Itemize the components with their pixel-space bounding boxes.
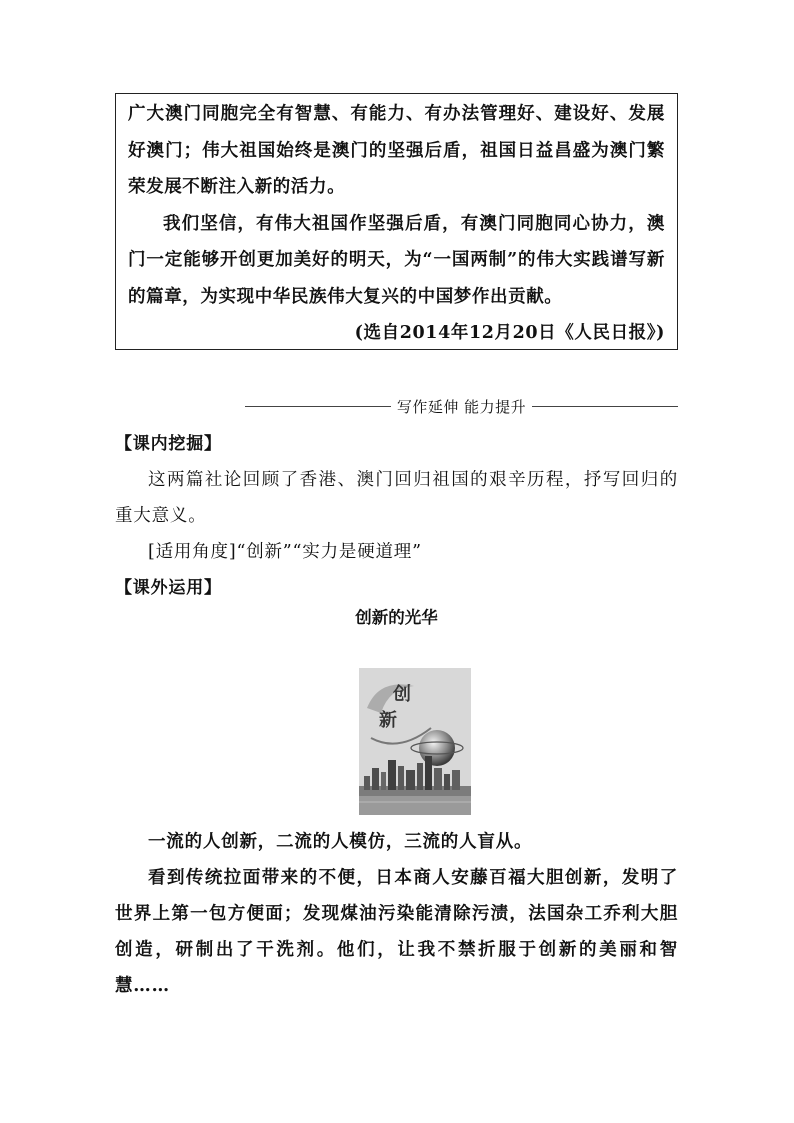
- essay-paragraph-1: 一流的人创新，二流的人模仿，三流的人盲从。: [148, 832, 533, 852]
- innovation-illustration: [359, 668, 471, 815]
- illustration-graphic: [359, 668, 471, 815]
- divider-line-left: [245, 406, 391, 407]
- illustration-char-1: 创: [393, 684, 411, 705]
- section-in-class: [115, 426, 678, 606]
- section-in-class-paragraph: 这两篇社论回顾了香港、澳门回归祖国的艰辛历程，抒写回归的重大意义。: [115, 470, 678, 526]
- section-divider: [115, 392, 678, 420]
- quote-box: [115, 93, 678, 350]
- section-out-class-heading: 【课外运用】: [115, 578, 222, 598]
- quote-source: (选自2014年12月20日《人民日报》): [354, 323, 665, 343]
- divider-label: 写作延伸 能力提升: [396, 397, 527, 416]
- essay-body: [115, 824, 678, 1004]
- essay-paragraph-2: 看到传统拉面带来的不便，日本商人安藤百福大胆创新，发明了世界上第一包方便面；发现煤油污染能清除污渍，法国杂工乔利大胆创造，研制出了干洗剂。他们，让我不禁折服于创新的美丽和智慧……: [115, 868, 678, 996]
- divider-line-right: [532, 406, 678, 407]
- applicable-angle: [适用角度]“创新”“实力是硬道理”: [148, 542, 422, 562]
- quote-paragraph-1: 广大澳门同胞完全有智慧、有能力、有办法管理好、建设好、发展好澳门；伟大祖国始终是澳门的坚强后盾，祖国日益昌盛为澳门繁荣发展不断注入新的活力。: [128, 104, 665, 197]
- quote-paragraph-2: 我们坚信，有伟大祖国作坚强后盾，有澳门同胞同心协力，澳门一定能够开创更加美好的明天，为“一国两制”的伟大实践谱写新的篇章，为实现中华民族伟大复兴的中国梦作出贡献。: [128, 213, 665, 307]
- illustration-char-2: 新: [379, 710, 397, 731]
- essay-title: 创新的光华: [355, 608, 438, 627]
- section-in-class-heading: 【课内挖掘】: [115, 434, 222, 454]
